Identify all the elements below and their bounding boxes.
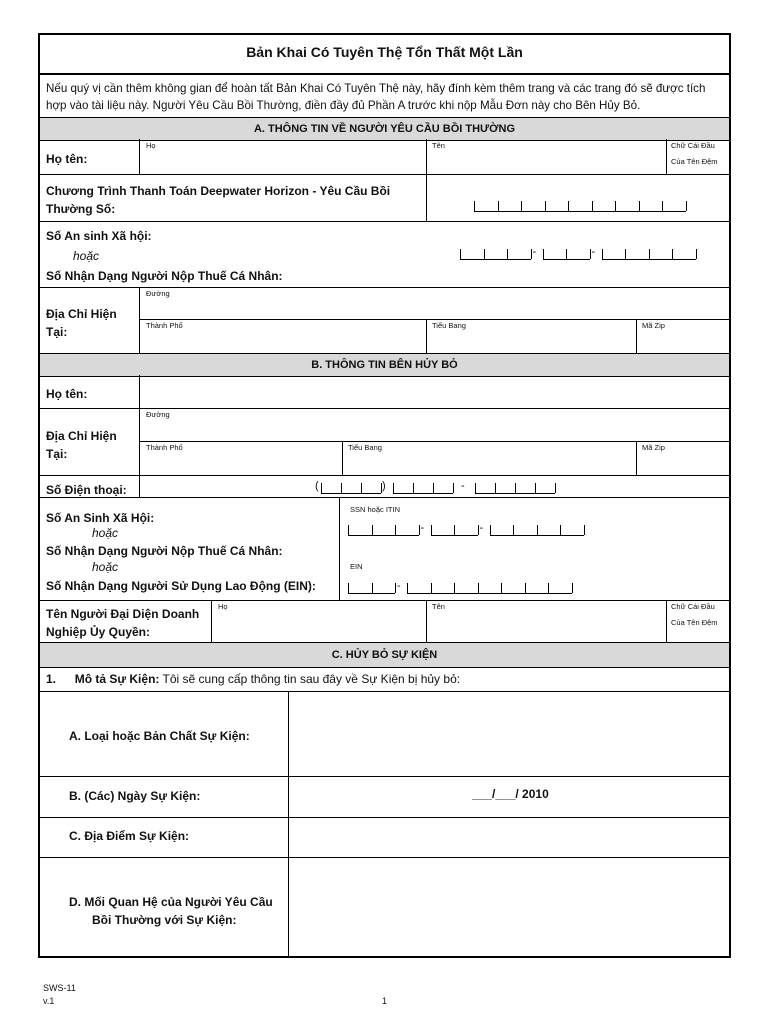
digit-box-tick: [507, 249, 508, 259]
section-a-header: A. THÔNG TIN VỀ NGƯỜI YÊU CẦU BỒI THƯỜNG: [253, 123, 516, 135]
relationship-field[interactable]: [289, 858, 729, 956]
digit-box-tick: [348, 583, 349, 593]
digit-box-tick: [531, 249, 532, 259]
divider: [40, 776, 729, 777]
relationship-label-line1: D. Mối Quan Hệ của Người Yêu Cầu: [69, 895, 273, 909]
digit-box-tick: [478, 583, 479, 593]
digit-box-tick: [395, 583, 396, 593]
event-date-field[interactable]: ___/___/ 2010: [472, 787, 549, 801]
separator-text: (: [315, 480, 319, 492]
last-name-caption: Họ: [146, 141, 156, 150]
event-date-label: B. (Các) Ngày Sự Kiện:: [69, 789, 201, 803]
phone-field[interactable]: [315, 480, 560, 495]
digit-box-baseline: [490, 535, 584, 536]
divider: [40, 73, 729, 75]
digit-box-tick: [348, 525, 349, 535]
digit-box-tick: [495, 483, 496, 493]
claim-number-label: Chương Trình Thanh Toán Deepwater Horizon - Yêu Cầu Bồi Thường Số:: [46, 184, 391, 216]
rep-first-name-field[interactable]: [427, 601, 665, 641]
releasor-itin-label: Số Nhận Dạng Người Nộp Thuế Cá Nhân:: [46, 544, 283, 558]
digit-box-tick: [501, 583, 502, 593]
digit-box-tick: [555, 483, 556, 493]
claimant-name-label: Họ tên:: [46, 152, 88, 166]
event-description-line: [46, 672, 460, 686]
state-caption: Tiểu Bang: [348, 443, 382, 452]
digit-box-tick: [686, 201, 687, 211]
claimant-zip-field[interactable]: [637, 320, 729, 352]
digit-box-tick: [696, 249, 697, 259]
ssn-itin-caption: SSN hoặc ITIN: [350, 505, 401, 514]
relationship-label-line2: Bồi Thường với Sự Kiện:: [92, 913, 237, 927]
digit-box-tick: [372, 583, 373, 593]
claim-number-field[interactable]: [474, 201, 686, 213]
event-description-heading: Mô tả Sự Kiện:: [74, 672, 160, 686]
digit-box-tick: [672, 249, 673, 259]
digit-box-baseline: [460, 259, 531, 260]
section-c-header: C. HỦY BỎ SỰ KIỆN: [331, 649, 438, 661]
releasor-city-field[interactable]: [140, 442, 341, 474]
or-text: hoặc: [92, 526, 119, 540]
digit-box-tick: [537, 525, 538, 535]
claimant-itin-label: Số Nhận Dạng Người Nộp Thuế Cá Nhân:: [46, 269, 283, 283]
releasor-ssn-itin-field[interactable]: [348, 522, 588, 537]
section-a-header-bar: [40, 117, 729, 141]
street-caption: Đường: [146, 289, 170, 298]
digit-box-tick: [484, 249, 485, 259]
divider: [426, 174, 427, 221]
digit-box-tick: [625, 249, 626, 259]
digit-box-tick: [407, 583, 408, 593]
digit-box-baseline: [475, 493, 555, 494]
form-title: Bản Khai Có Tuyên Thệ Tổn Thất Một Lần: [246, 44, 523, 60]
claimant-last-name-field[interactable]: [140, 139, 425, 173]
rep-last-name-field[interactable]: [212, 601, 425, 641]
or-text: hoặc: [73, 249, 100, 263]
phone-label: Số Điện thoại:: [46, 483, 127, 497]
digit-box-tick: [341, 483, 342, 493]
digit-box-tick: [535, 483, 536, 493]
claimant-state-field[interactable]: [427, 320, 635, 352]
divider: [40, 174, 729, 175]
digit-box-tick: [572, 583, 573, 593]
form-code: SWS-11: [43, 983, 76, 993]
divider: [339, 497, 340, 600]
digit-box-tick: [662, 201, 663, 211]
intro-text: Nếu quý vị cần thêm không gian để hoàn tất Bản Khai Có Tuyên Thệ này, hãy đính kèm thêm trang và các trang đó sẽ được tích hợp vào tài liệu này. Người Yêu Cầu Bồi Thường, điền đầy đủ Phần A trước khi nộp Mẫu Đơn này cho Bên Hủy Bỏ.: [46, 82, 706, 112]
digit-box-tick: [478, 525, 479, 535]
separator-text: -: [397, 580, 401, 592]
digit-box-tick: [548, 583, 549, 593]
claimant-city-field[interactable]: [140, 320, 425, 352]
digit-box-tick: [474, 201, 475, 211]
digit-box-tick: [649, 249, 650, 259]
separator-text: -: [479, 522, 484, 534]
releasor-address-label: Địa Chỉ Hiện Tại:: [46, 429, 117, 461]
zip-caption: Mã Zip: [642, 443, 665, 452]
ein-label: Số Nhận Dạng Người Sử Dụng Lao Động (EIN):: [46, 579, 316, 593]
digit-box-baseline: [407, 593, 572, 594]
claimant-first-name-field[interactable]: [427, 139, 665, 173]
digit-box-tick: [615, 201, 616, 211]
digit-box-tick: [590, 249, 591, 259]
claimant-ssn-field[interactable]: [460, 246, 700, 261]
event-location-field[interactable]: [289, 818, 729, 856]
middle-initial-caption-2: Của Tên Đệm: [671, 157, 718, 166]
digit-box-tick: [460, 249, 461, 259]
claimant-ssn-label: Số An sinh Xã hội:: [46, 229, 152, 243]
digit-box-baseline: [474, 211, 686, 212]
street-caption: Đường: [146, 410, 170, 419]
first-name-caption: Tên: [432, 141, 445, 150]
digit-box-tick: [498, 201, 499, 211]
city-caption: Thành Phố: [146, 321, 183, 330]
releasor-name-field[interactable]: [140, 376, 729, 408]
divider: [40, 497, 729, 498]
digit-box-tick: [454, 525, 455, 535]
releasor-street-field[interactable]: [140, 409, 729, 441]
ein-caption: EIN: [350, 562, 363, 571]
representative-label: Tên Người Đại Diện Doanh Nghiệp Ủy Quyền:: [46, 607, 200, 639]
claimant-middle-initial-field[interactable]: [667, 139, 729, 173]
digit-box-tick: [393, 483, 394, 493]
separator-text: -: [461, 480, 465, 492]
claimant-street-field[interactable]: [140, 287, 729, 319]
form-version: v.1: [43, 996, 55, 1006]
digit-box-baseline: [348, 593, 395, 594]
event-type-field[interactable]: [289, 692, 729, 776]
event-location-label: C. Địa Điểm Sự Kiện:: [69, 829, 190, 843]
digit-box-tick: [475, 483, 476, 493]
middle-initial-caption-1: Chữ Cái Đầu: [671, 141, 715, 150]
releasor-state-field[interactable]: [343, 442, 635, 474]
digit-box-tick: [560, 525, 561, 535]
ein-field[interactable]: [348, 580, 576, 595]
digit-box-baseline: [602, 259, 696, 260]
digit-box-tick: [372, 525, 373, 535]
first-name-caption: Tên: [432, 602, 445, 611]
digit-box-baseline: [321, 493, 381, 494]
section-b-header: B. THÔNG TIN BÊN HỦY BỎ: [311, 359, 458, 371]
digit-box-tick: [431, 583, 432, 593]
digit-box-tick: [513, 525, 514, 535]
digit-box-tick: [431, 525, 432, 535]
digit-box-baseline: [431, 535, 478, 536]
digit-box-tick: [584, 525, 585, 535]
digit-box-tick: [321, 483, 322, 493]
digit-box-tick: [454, 583, 455, 593]
digit-box-tick: [490, 525, 491, 535]
separator-text: ): [382, 480, 386, 492]
event-description-text: Tôi sẽ cung cấp thông tin sau đây về Sự Kiện bị hủy bỏ:: [159, 672, 461, 686]
digit-box-tick: [592, 201, 593, 211]
item-number: 1.: [46, 672, 57, 686]
zip-caption: Mã Zip: [642, 321, 665, 330]
digit-box-tick: [639, 201, 640, 211]
releasor-name-label: Họ tên:: [46, 387, 88, 401]
claimant-address-label: Địa Chỉ Hiện Tại:: [46, 307, 117, 339]
digit-box-tick: [566, 249, 567, 259]
city-caption: Thành Phố: [146, 443, 183, 452]
digit-box-tick: [395, 525, 396, 535]
digit-box-tick: [413, 483, 414, 493]
separator-text: -: [420, 522, 425, 534]
releasor-zip-field[interactable]: [637, 442, 729, 474]
digit-box-tick: [515, 483, 516, 493]
digit-box-tick: [525, 583, 526, 593]
digit-box-tick: [568, 201, 569, 211]
digit-box-baseline: [543, 259, 590, 260]
rep-middle-initial-field[interactable]: [667, 601, 729, 641]
section-b-header-bar: [40, 353, 729, 377]
digit-box-tick: [602, 249, 603, 259]
separator-text: -: [591, 246, 596, 258]
or-text: hoặc: [92, 560, 119, 574]
digit-box-baseline: [348, 535, 419, 536]
last-name-caption: Họ: [218, 602, 228, 611]
affidavit-form: [38, 33, 731, 958]
digit-box-tick: [433, 483, 434, 493]
state-caption: Tiểu Bang: [432, 321, 466, 330]
section-c-header-bar: [40, 642, 729, 668]
divider: [139, 475, 140, 497]
digit-box-baseline: [393, 493, 453, 494]
divider: [40, 221, 729, 222]
separator-text: -: [532, 246, 537, 258]
digit-box-tick: [545, 201, 546, 211]
digit-box-tick: [419, 525, 420, 535]
event-type-label: A. Loại hoặc Bản Chất Sự Kiện:: [69, 729, 250, 743]
divider: [40, 475, 729, 476]
digit-box-tick: [361, 483, 362, 493]
digit-box-tick: [521, 201, 522, 211]
middle-initial-caption-2: Của Tên Đệm: [671, 618, 718, 627]
digit-box-tick: [543, 249, 544, 259]
page-number: 1: [382, 996, 388, 1006]
middle-initial-caption-1: Chữ Cái Đầu: [671, 602, 715, 611]
releasor-ssn-label: Số An Sinh Xã Hội:: [46, 511, 155, 525]
digit-box-tick: [453, 483, 454, 493]
